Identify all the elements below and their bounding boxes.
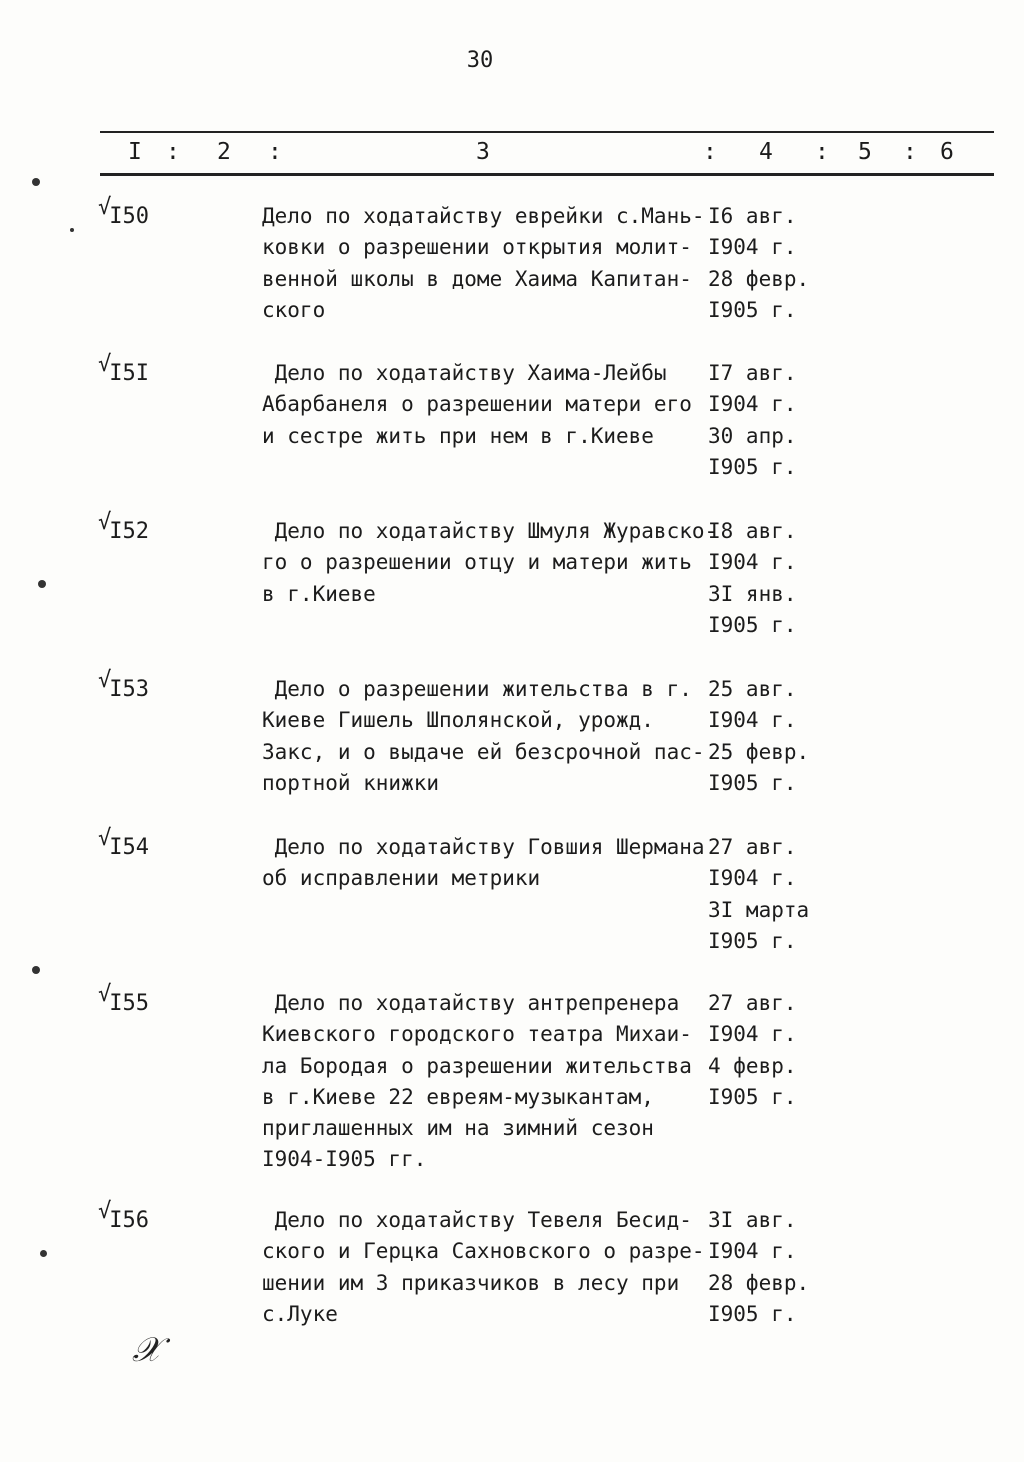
entry-number xyxy=(98,826,149,863)
entry-description xyxy=(262,1205,712,1330)
description-line: Дело по ходатайству Шмуля Журавско- xyxy=(262,519,718,543)
entry-number xyxy=(98,668,149,705)
date-line: I904 г. xyxy=(708,1239,797,1264)
date-line: 27 авг. xyxy=(708,835,797,859)
date-line: 3I авг. xyxy=(708,1208,797,1232)
column-header-1: I xyxy=(128,139,142,165)
description-line: Дело по ходатайству Хаима-Лейбы xyxy=(262,361,667,385)
entry-number xyxy=(98,982,149,1019)
description-line: Дело по ходатайству Тевеля Бесид- xyxy=(262,1208,692,1232)
date-line: I904 г. xyxy=(708,1022,797,1047)
description-line: об исправлении метрики xyxy=(262,866,541,891)
date-line: I7 авг. xyxy=(708,361,797,385)
description-line: ковки о разрешении открытия молит- xyxy=(262,235,692,260)
column-header-3: 3 xyxy=(476,139,490,165)
description-line: Киевского городского театра Михаи- xyxy=(262,1022,692,1047)
description-line: Дело о разрешении жительства в г. xyxy=(262,677,692,701)
column-header-4: 4 xyxy=(759,139,773,165)
header-rule-top xyxy=(100,131,994,133)
ink-speck xyxy=(70,228,74,232)
date-line: I904 г. xyxy=(708,392,797,417)
entry-number-text: I54 xyxy=(109,835,149,860)
description-line: Дело по ходатайству Говшия Шермана xyxy=(262,835,705,859)
date-line: I904 г. xyxy=(708,235,797,260)
ink-speck xyxy=(38,580,46,588)
entry-dates xyxy=(708,988,828,1113)
date-line: I8 авг. xyxy=(708,519,797,543)
entry-dates xyxy=(708,1205,828,1330)
description-line: портной книжки xyxy=(262,770,440,795)
description-line: ского xyxy=(262,297,326,322)
description-line: го о разрешении отцу и матери жить xyxy=(262,550,692,575)
column-header-6: 6 xyxy=(940,139,954,165)
date-line: I905 г. xyxy=(708,454,797,479)
check-mark-icon: √ xyxy=(98,1199,112,1224)
check-mark-icon: √ xyxy=(98,982,112,1007)
entry-description xyxy=(262,674,712,799)
check-mark-icon: √ xyxy=(98,668,112,693)
description-line: приглашенных им на зимний сезон xyxy=(262,1116,654,1141)
entry-dates xyxy=(708,201,828,326)
column-separator: : xyxy=(166,139,180,165)
date-line: I904 г. xyxy=(708,708,797,733)
header-rule-bottom xyxy=(100,173,994,176)
date-line: 3I янв. xyxy=(708,581,797,606)
check-mark-icon: √ xyxy=(98,195,112,220)
ink-speck xyxy=(32,178,40,186)
column-header-5: 5 xyxy=(858,139,872,165)
date-line: I905 г. xyxy=(708,770,797,795)
date-line: 30 апр. xyxy=(708,423,797,448)
entry-dates xyxy=(708,516,828,641)
entry-description xyxy=(262,201,712,326)
description-line: Киеве Гишель Шполянской, урожд. xyxy=(262,708,654,733)
column-header-2: 2 xyxy=(217,139,231,165)
entry-number xyxy=(98,1199,149,1236)
entry-number-text: I56 xyxy=(109,1208,149,1233)
date-line: I904 г. xyxy=(708,550,797,575)
description-line: Дело по ходатайству антрепренера xyxy=(262,991,680,1015)
description-line: шении им 3 приказчиков в лесу при xyxy=(262,1270,680,1295)
entry-dates xyxy=(708,358,828,483)
column-separator: : xyxy=(703,139,717,165)
date-line: I905 г. xyxy=(708,1084,797,1109)
date-line: 28 февр. xyxy=(708,1270,810,1295)
description-line: в г.Киеве xyxy=(262,581,376,606)
date-line: 4 февр. xyxy=(708,1053,797,1078)
entry-description xyxy=(262,832,712,895)
entry-dates xyxy=(708,832,828,957)
entry-number-text: I52 xyxy=(109,519,149,544)
date-line: 28 февр. xyxy=(708,266,810,291)
page-number: 30 xyxy=(466,48,494,73)
date-line: I905 г. xyxy=(708,612,797,637)
check-mark-icon: √ xyxy=(98,352,112,377)
description-line: Абарбанеля о разрешении матери его xyxy=(262,392,692,417)
entry-number-text: I55 xyxy=(109,991,149,1016)
ink-speck xyxy=(32,966,40,974)
description-line: ского и Герцка Сахновского о разре- xyxy=(262,1239,705,1264)
entry-number-text: I53 xyxy=(109,677,149,702)
entry-description xyxy=(262,358,712,452)
entry-number xyxy=(98,352,149,389)
date-line: I904 г. xyxy=(708,866,797,891)
entry-dates xyxy=(708,674,828,799)
date-line: I905 г. xyxy=(708,297,797,322)
description-line: венной школы в доме Хаима Капитан- xyxy=(262,266,692,291)
entry-number-text: I5I xyxy=(109,361,149,386)
description-line: I904-I905 гг. xyxy=(262,1147,427,1172)
description-line: Дело по ходатайству еврейки с.Мань- xyxy=(262,204,705,228)
description-line: и сестре жить при нем в г.Киеве xyxy=(262,423,654,448)
entry-number-text: I50 xyxy=(109,204,149,229)
date-line: 25 февр. xyxy=(708,739,810,764)
check-mark-icon: √ xyxy=(98,826,112,851)
column-separator: : xyxy=(815,139,829,165)
ink-speck xyxy=(40,1250,47,1257)
date-line: 27 авг. xyxy=(708,991,797,1015)
entry-number xyxy=(98,195,149,232)
description-line: в г.Киеве 22 евреям-музыкантам, xyxy=(262,1084,654,1109)
handwritten-mark: 𝒳 xyxy=(132,1330,162,1370)
entry-number xyxy=(98,510,149,547)
date-line: I905 г. xyxy=(708,928,797,953)
entry-description xyxy=(262,516,718,610)
date-line: I6 авг. xyxy=(708,204,797,228)
date-line: I905 г. xyxy=(708,1301,797,1326)
description-line: Закс, и о выдаче ей безсрочной пас- xyxy=(262,739,705,764)
description-line: ла Бородая о разрешении жительства xyxy=(262,1053,692,1078)
check-mark-icon: √ xyxy=(98,510,112,535)
date-line: 3I марта xyxy=(708,897,810,922)
entry-description xyxy=(262,988,712,1176)
column-separator: : xyxy=(903,139,917,165)
date-line: 25 авг. xyxy=(708,677,797,701)
column-separator: : xyxy=(268,139,282,165)
description-line: с.Луке xyxy=(262,1301,338,1326)
